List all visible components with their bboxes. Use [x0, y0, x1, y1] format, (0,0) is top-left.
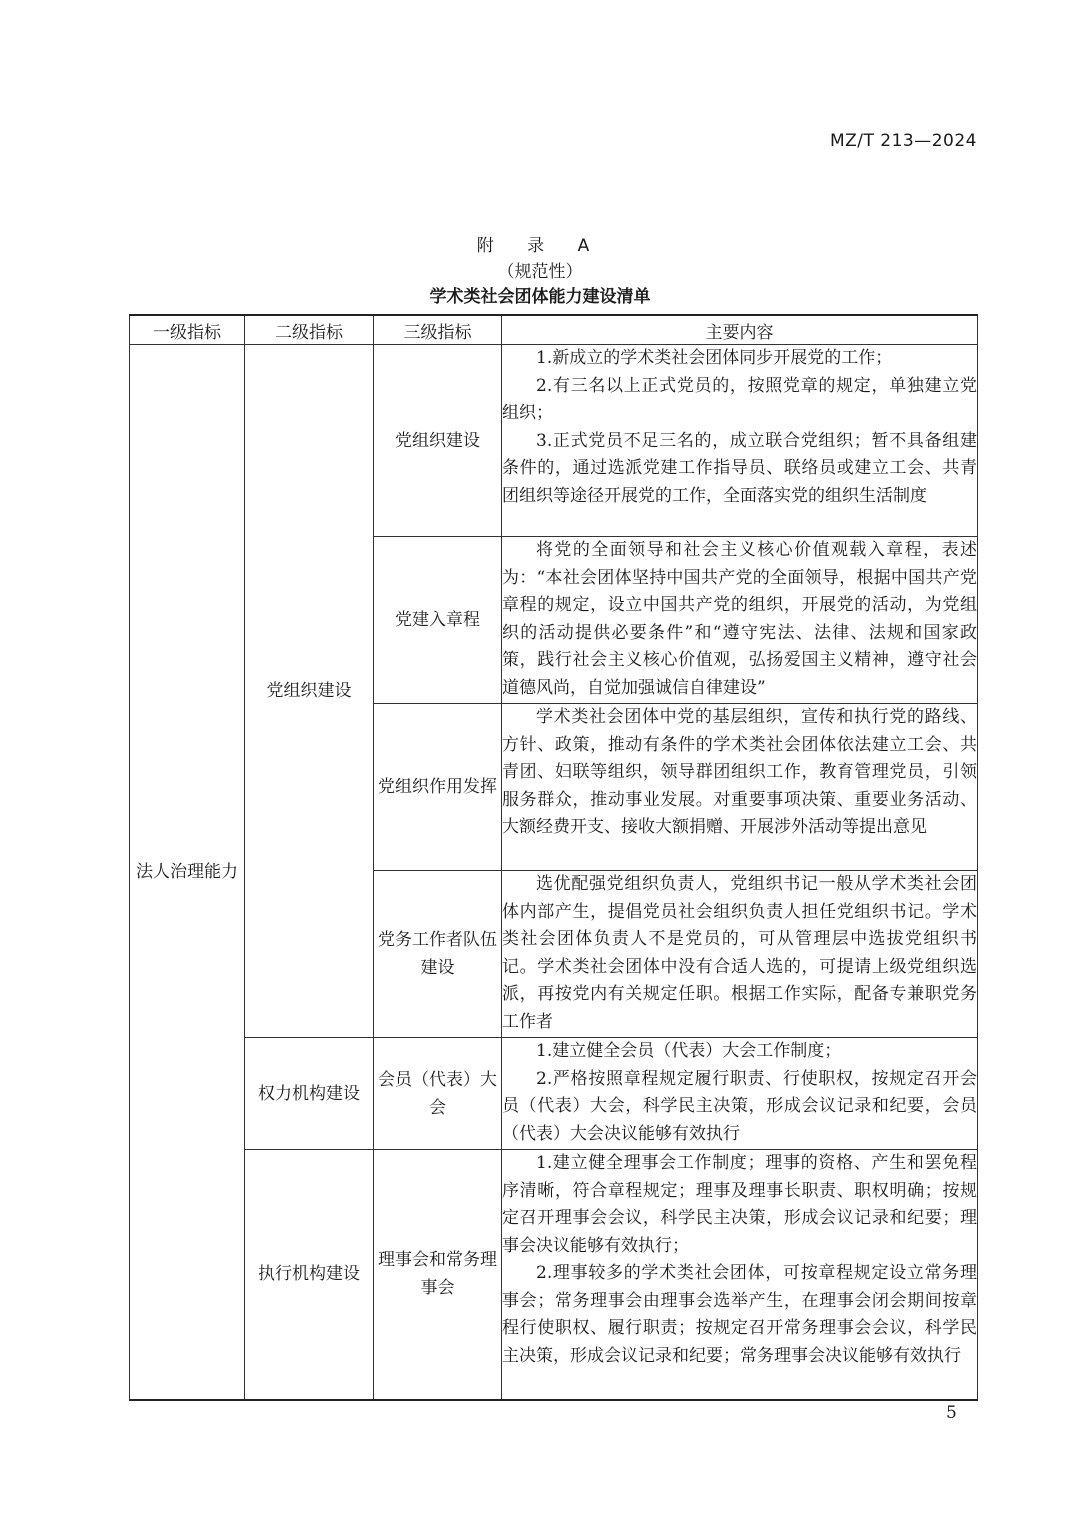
content-paragraph: 学术类社会团体中党的基层组织，宣传和执行党的路线、方针、政策，推动有条件的学术类社会团体依法建立工会、共青团、妇联等组织，领导群团组织工作，教育管理党员，引领服务群众，推动事业发展。对重要事项决策、重要业务活动、大额经费开支、接收大额捐赠、开展涉外活动等提出意见 [502, 707, 977, 837]
level3-cell: 党组织作用发挥 [374, 704, 502, 871]
content-paragraph: 1.建立健全会员（代表）大会工作制度； [536, 1041, 842, 1061]
table-row [130, 345, 978, 537]
level2-cell: 执行机构建设 [245, 1150, 374, 1400]
appendix-label: 附 录 A [476, 236, 604, 256]
level3-cell: 党建入章程 [374, 537, 502, 704]
content-cell [502, 871, 978, 1038]
content-cell [502, 704, 978, 871]
level1-cell: 法人治理能力 [130, 345, 245, 1400]
content-paragraph: 2.有三名以上正式党员的，按照党章的规定，单独建立党组织； [502, 375, 977, 423]
level3-cell: 理事会和常务理事会 [374, 1150, 502, 1400]
level2-cell: 权力机构建设 [245, 1038, 374, 1150]
appendix-nature: （规范性） [497, 262, 583, 282]
capability-checklist-table [129, 314, 978, 1401]
content-paragraph: 3.正式党员不足三名的，成立联合党组织；暂不具备组建条件的，通过选派党建工作指导员、联络员或建立工会、共青团组织等途径开展党的工作，全面落实党的组织生活制度 [502, 430, 977, 506]
table-row [130, 1150, 978, 1400]
column-header-level1: 一级指标 [130, 315, 245, 345]
level3-cell: 党务工作者队伍建设 [374, 871, 502, 1038]
level3-cell: 党组织建设 [374, 345, 502, 537]
table-header-row [130, 315, 978, 345]
content-cell [502, 1150, 978, 1400]
table-row [130, 1038, 978, 1150]
content-paragraph: 1.建立健全理事会工作制度；理事的资格、产生和罢免程序清晰，符合章程规定；理事及理事长职责、职权明确；按规定召开理事会会议，科学民主决策，形成会议记录和纪要；理事会决议能够有效执行； [502, 1153, 977, 1256]
content-cell [502, 537, 978, 704]
column-header-level3: 三级指标 [374, 315, 502, 345]
content-cell [502, 345, 978, 537]
column-header-level2: 二级指标 [245, 315, 374, 345]
content-paragraph: 选优配强党组织负责人，党组织书记一般从学术类社会团体内部产生，提倡党员社会组织负责人担任党组织书记。学术类社会团体负责人不是党员的，可从管理层中选拔党组织书记。学术类社会团体中没有合适人选的，可提请上级党组织选派，再按党内有关规定任职。根据工作实际，配备专兼职党务工作者 [502, 874, 977, 1032]
standard-code: MZ/T 213—2024 [829, 131, 977, 151]
content-paragraph: 2.严格按照章程规定履行职责、行使职权，按规定召开会员（代表）大会，科学民主决策，形成会议记录和纪要，会员（代表）大会决议能够有效执行 [502, 1068, 977, 1144]
page-number: 5 [946, 1403, 957, 1423]
content-paragraph: 2.理事较多的学术类社会团体，可按章程规定设立常务理事会；常务理事会由理事会选举产生，在理事会闭会期间按章程行使职权、履行职责；按规定召开常务理事会会议，科学民主决策，形成会议记录和纪要；常务理事会决议能够有效执行 [502, 1263, 977, 1366]
appendix-title: 学术类社会团体能力建设清单 [429, 287, 651, 307]
content-paragraph: 将党的全面领导和社会主义核心价值观载入章程，表述为：“本社会团体坚持中国共产党的全面领导，根据中国共产党章程的规定，设立中国共产党的组织，开展党的活动，为党组织的活动提供必要条件”和“遵守宪法、法律、法规和国家政策，践行社会主义核心价值观，弘扬爱国主义精神，遵守社会道德风尚，自觉加强诚信自律建设” [502, 540, 977, 698]
level3-cell: 会员（代表）大会 [374, 1038, 502, 1150]
level2-cell: 党组织建设 [245, 345, 374, 1038]
column-header-content: 主要内容 [502, 315, 978, 345]
content-cell [502, 1038, 978, 1150]
content-paragraph: 1.新成立的学术类社会团体同步开展党的工作； [536, 348, 893, 368]
